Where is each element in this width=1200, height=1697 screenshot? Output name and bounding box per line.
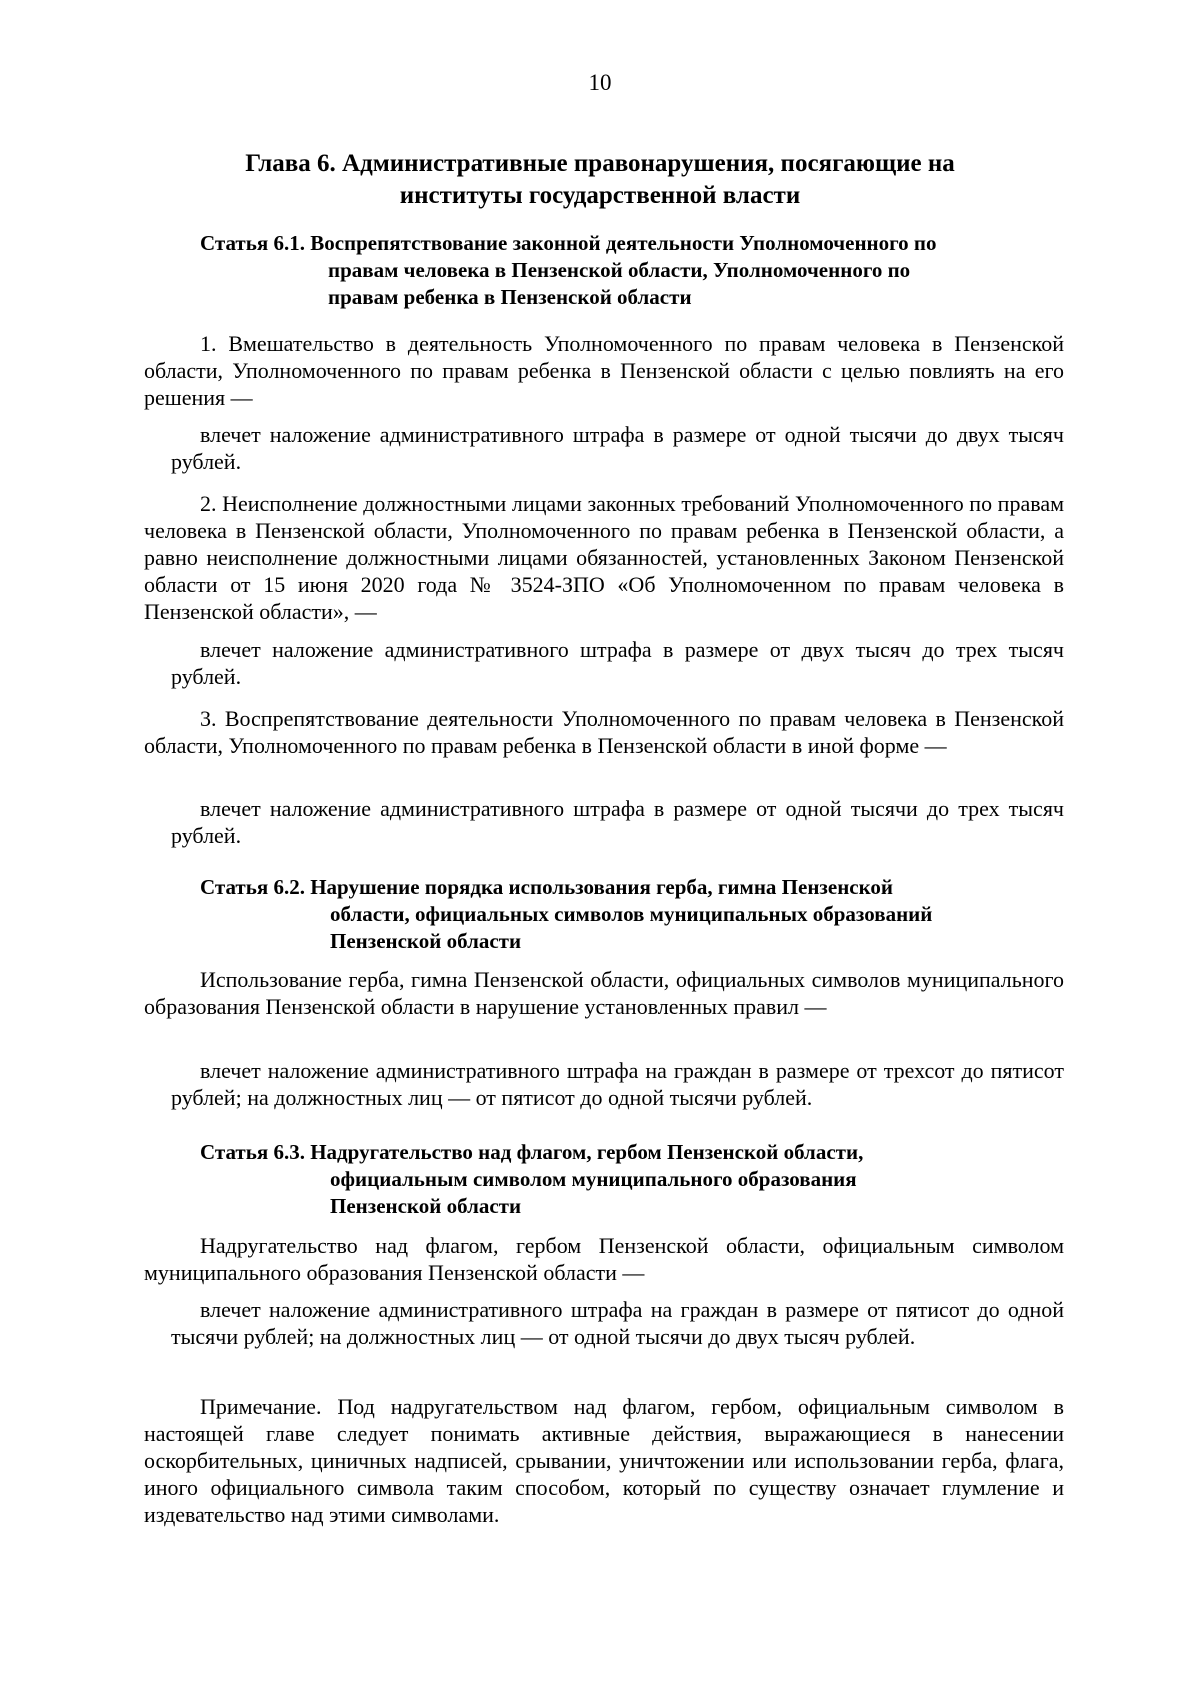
article-6-1-paragraph-2: 2. Неисполнение должностными лицами законных требований Уполномоченного по правам человека в Пензенской области, Уполномоченного по правам ребенка в Пензенской области, а равно неисполнение должностными лицами обязанностей, установленных Законом Пензенской области от 15 июня 2020 года № 3524-ЗПО «Об Уполномоченном по правам человека в Пензенской области», — — [144, 491, 1064, 624]
article-6-1-sanction-1: влечет наложение административного штрафа в размере от одной тысячи до двух тысяч рублей. — [171, 422, 1064, 474]
chapter-title — [160, 148, 1040, 212]
article-6-2-number: Статья 6.2. — [200, 875, 311, 899]
article-6-1-sanction-2: влечет наложение административного штрафа в размере от двух тысяч до трех тысяч рублей. — [171, 637, 1064, 689]
article-6-2-title-line-3: Пензенской области — [330, 929, 522, 953]
article-6-3-paragraph-1: Надругательство над флагом, гербом Пензенской области, официальным символом муниципального образования Пензенской области — — [144, 1233, 1064, 1285]
article-6-3-heading — [200, 1139, 1080, 1220]
article-6-2-title-line-1: Нарушение порядка использования герба, гимна Пензенской — [310, 875, 894, 899]
article-6-3-title-line-3: Пензенской области — [330, 1194, 522, 1218]
article-6-2-heading — [200, 874, 1080, 955]
article-6-1-title-line-1: Воспрепятствование законной деятельности Уполномоченного по — [310, 231, 937, 255]
article-6-1-title-line-3: правам ребенка в Пензенской области — [328, 285, 692, 309]
article-6-3-note: Примечание. Под надругательством над флагом, гербом, официальным символом в настоящей главе следует понимать активные действия, выражающиеся в нанесении оскорбительных, циничных надписей, срывании, уничтожении или использовании герба, флага, иного официального символа таким способом, который по существу означает глумление и издевательство над этими символами. — [144, 1394, 1064, 1527]
article-6-1-paragraph-3: 3. Воспрепятствование деятельности Уполномоченного по правам человека в Пензенской области, Уполномоченного по правам ребенка в Пензенской области в иной форме — — [144, 706, 1064, 758]
article-6-3-title-line-1: Надругательство над флагом, гербом Пензенской области, — [310, 1140, 864, 1164]
chapter-title-line-1: Глава 6. Административные правонарушения, посягающие на — [245, 150, 955, 177]
article-6-3-title-line-2: официальным символом муниципального образования — [330, 1167, 857, 1191]
article-6-1-paragraph-1: 1. Вмешательство в деятельность Уполномоченного по правам человека в Пензенской области, Уполномоченного по правам ребенка в Пензенской области с целью повлиять на его решения — — [144, 331, 1064, 410]
article-6-2-sanction-1: влечет наложение административного штрафа на граждан в размере от трехсот до пятисот рублей; на должностных лиц — от пятисот до одной тысячи рублей. — [171, 1058, 1064, 1110]
article-6-3-sanction-1: влечет наложение административного штрафа на граждан в размере от пятисот до одной тысячи рублей; на должностных лиц — от одной тысячи до двух тысяч рублей. — [171, 1297, 1064, 1349]
article-6-1-heading — [200, 230, 1080, 311]
chapter-title-line-2: институты государственной власти — [399, 182, 801, 209]
article-6-1-title-line-2: правам человека в Пензенской области, Уполномоченного по — [328, 258, 911, 282]
page-number: 10 — [588, 70, 612, 95]
article-6-1-number: Статья 6.1. — [200, 231, 311, 255]
article-6-3-number: Статья 6.3. — [200, 1140, 311, 1164]
article-6-2-title-line-2: области, официальных символов муниципальных образований — [330, 902, 933, 926]
article-6-1-sanction-3: влечет наложение административного штрафа в размере от одной тысячи до трех тысяч рублей. — [171, 796, 1064, 848]
article-6-2-paragraph-1: Использование герба, гимна Пензенской области, официальных символов муниципального образования Пензенской области в нарушение установленных правил — — [144, 967, 1064, 1019]
